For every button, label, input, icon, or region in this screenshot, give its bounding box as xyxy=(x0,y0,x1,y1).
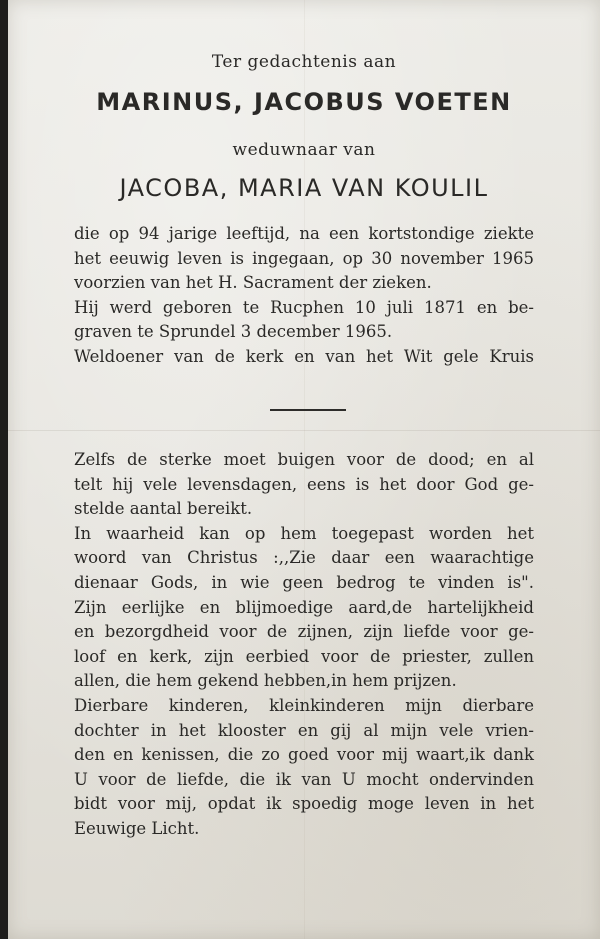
text-line: woord van Christus :,,Zie daar een waarachtige xyxy=(74,548,534,568)
text-line: loof en kerk, zijn eerbied voor de priester, zullen xyxy=(74,646,534,666)
text-line: Zelfs de sterke moet buigen voor de dood; en al xyxy=(74,450,534,469)
text-line: allen, die hem gekend hebben,in hem prijzen. xyxy=(74,671,457,691)
text-line: en bezorgdheid voor de zijnen, zijn liefde voor ge- xyxy=(74,622,534,642)
text-line: graven te Sprundel 3 december 1965. xyxy=(74,322,393,341)
text-line: telt hij vele levensdagen, eens is het door God ge- xyxy=(74,474,534,494)
relation-text: weduwnaar van xyxy=(232,140,376,160)
biography-paragraph xyxy=(74,222,534,369)
text-line: dienaar Gods, in wie geen bedrog te vinden is". xyxy=(74,572,534,592)
text-line: het eeuwig leven is ingegaan, op 30 november 1965 xyxy=(74,248,534,268)
text-line: Weldoener van de kerk en van het Wit gele Kruis xyxy=(74,346,534,366)
deceased-name: MARINUS, JACOBUS VOETEN xyxy=(96,88,512,116)
meditation-paragraph xyxy=(74,448,534,842)
text-line: Zijn eerlijke en blijmoedige aard,de hartelijkheid xyxy=(74,597,534,617)
memorial-card xyxy=(8,0,600,939)
divider-line xyxy=(270,409,346,411)
text-line: Eeuwige Licht. xyxy=(74,818,200,838)
text-line: stelde aantal bereikt. xyxy=(74,499,253,519)
text-line: dochter in het klooster en gij al mijn vele vrien- xyxy=(74,720,534,740)
text-line: Hij werd geboren te Rucphen 10 juli 1871 en be- xyxy=(74,297,534,317)
intro-text: Ter gedachtenis aan xyxy=(211,52,397,72)
text-line: voorzien van het H. Sacrament der zieken. xyxy=(74,273,432,292)
text-line: Dierbare kinderen, kleinkinderen mijn dierbare xyxy=(74,695,534,715)
text-line: U voor de liefde, die ik van U mocht ondervinden xyxy=(74,769,534,789)
spouse-name: JACOBA, MARIA VAN KOULIL xyxy=(119,174,489,202)
text-line: In waarheid kan op hem toegepast worden het xyxy=(74,523,534,543)
text-line: bidt voor mij, opdat ik spoedig moge leven in het xyxy=(74,794,534,814)
text-line: den en kenissen, die zo goed voor mij waart,ik dank xyxy=(74,745,534,765)
text-line: die op 94 jarige leeftijd, na een kortstondige ziekte xyxy=(74,224,534,243)
